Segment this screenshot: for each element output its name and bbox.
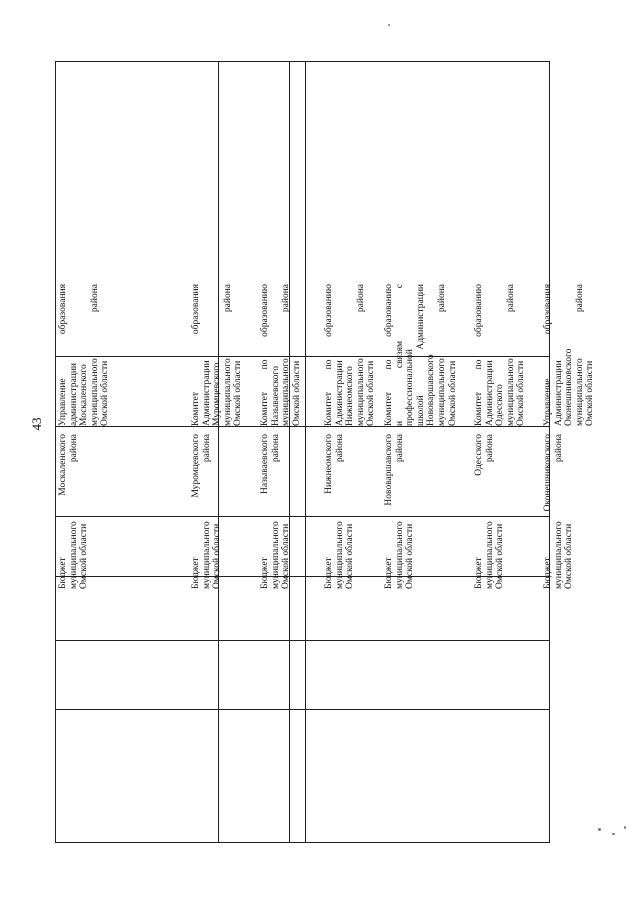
budget-cell: Бюджет Называевского муниципального района Омской области (260, 434, 292, 589)
budget-cell: Бюджет Нововаршавского муниципального района Омской области (384, 434, 416, 589)
body-cell: Управление образования Администрации Оконешниковского муниципального района Омской области (543, 284, 596, 426)
body-cell: Комитет по образованию Администрации Нижнеомского муниципального района Омской области (324, 284, 377, 426)
scan-speck (598, 828, 601, 831)
data-table (55, 61, 596, 843)
scan-speck (612, 833, 615, 835)
scan-speck (624, 826, 626, 829)
column-divider (56, 640, 549, 641)
budget-cell: Бюджет Муромцевского муниципального района Омской области (191, 434, 223, 589)
budget-cell: Бюджет Одесского муниципального района Омской области (474, 434, 506, 589)
body-cell: Комитет по образованию и связям с профессиональной школой Администрации Нововаршавского муниципального района Омской области (384, 284, 458, 426)
column-divider (56, 709, 549, 710)
body-cell: Комитет по образованию Администрации Одесского муниципального района Омской области (474, 284, 527, 426)
budget-cell: Бюджет Москаленского муниципального района Омской области (58, 434, 90, 589)
budget-cell: Бюджет Нижнеомского муниципального района Омской области (324, 434, 356, 589)
page-number: 43 (29, 417, 44, 431)
budget-cell: Бюджет Оконешниковского муниципального района Омской области (543, 434, 575, 589)
scan-speck (388, 24, 390, 26)
body-cell: Комитет образования Администрации Муромцевского муниципального района Омской области (191, 284, 244, 426)
body-cell: Управление образования администрации Москаленского муниципального района Омской области (58, 284, 111, 426)
body-cell: Комитет по образованию Называевского муниципального района Омской области (260, 284, 302, 426)
